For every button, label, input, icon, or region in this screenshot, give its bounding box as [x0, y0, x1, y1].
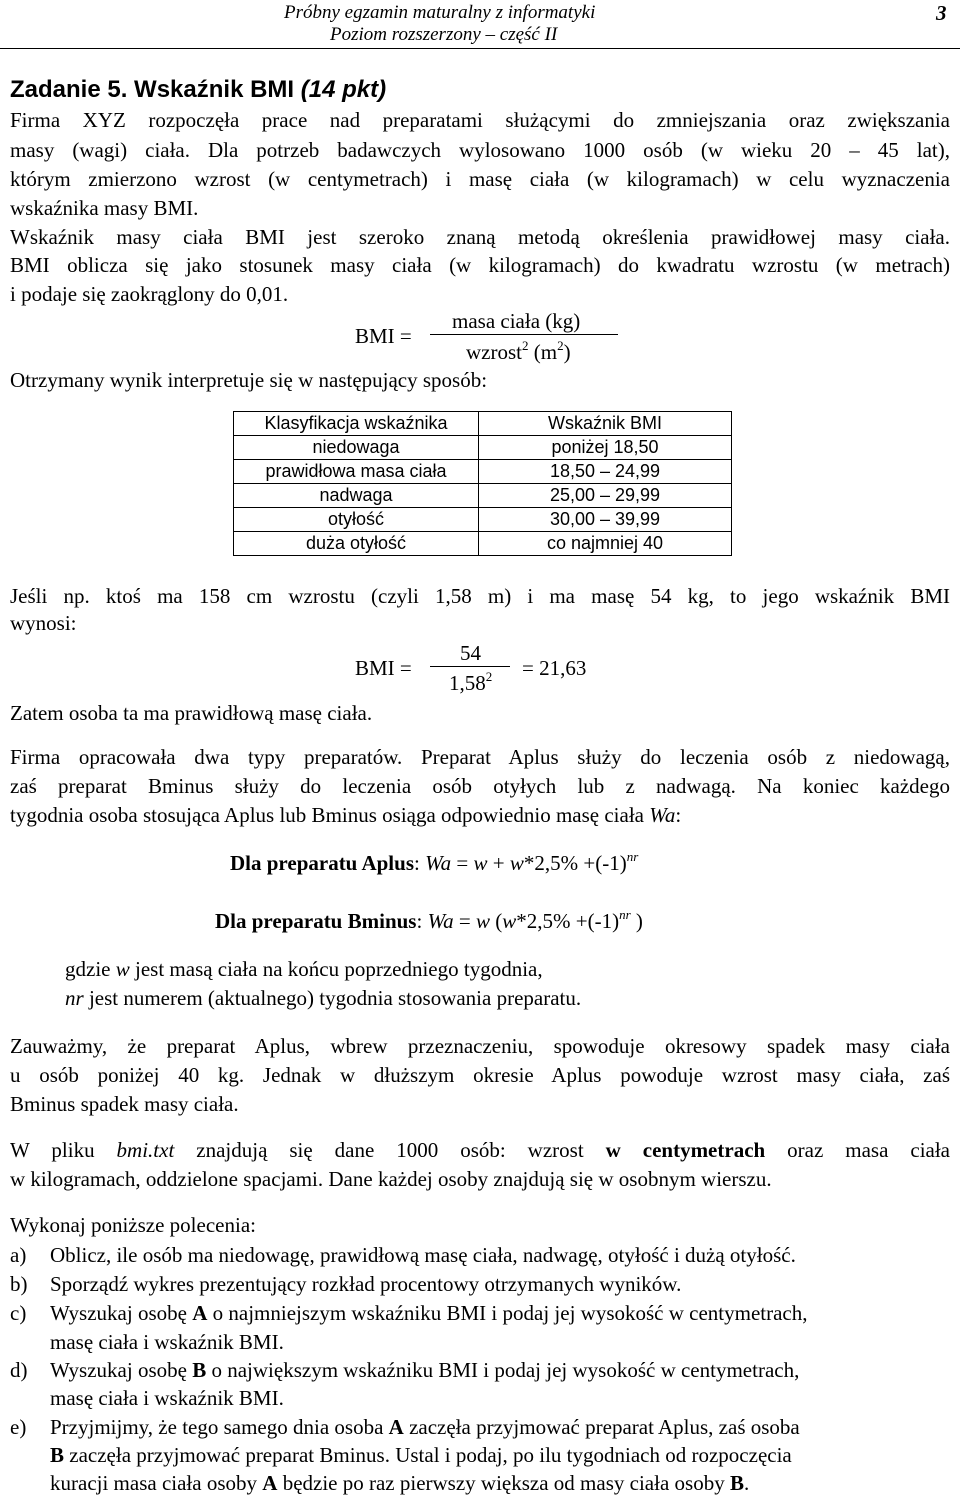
intro-line-1: Firma XYZ rozpoczęła prace nad preparatami służącymi do zmniejszania oraz zwiększania [10, 108, 950, 132]
preparations-line-1: Firma opracowała dwa typy preparatów. Preparat Aplus służy do leczenia osób z niedowagą, [10, 745, 950, 769]
task-points: (14 pkt) [300, 76, 387, 103]
example-fraction-bar [430, 666, 510, 667]
bmi-desc-line-1: Wskaźnik masy ciała BMI jest szeroko znaną metodą określenia prawidłowej masy ciała. [10, 225, 950, 249]
formula-bmi-denominator: wzrost$^2$ $(m^2)$ [466, 338, 571, 364]
example-line-2: wynosi: [10, 611, 77, 635]
preparations-line-2: zaś preparat Bminus służy do leczenia osób otyłych lub z nadwagą. Na koniec każdego [10, 774, 950, 798]
table-header-cell: Wskaźnik BMI [479, 412, 732, 436]
instructions-intro: Wykonaj poniższe polecenia: [10, 1213, 256, 1237]
task-title-text: Zadanie 5. Wskaźnik BMI [10, 76, 301, 103]
interpretation-intro: Otrzymany wynik interpretuje się w następujący sposób: [10, 368, 488, 392]
example-formula-denominator: 1,58$^2$ [449, 669, 493, 695]
bmi-desc-line-3: i podaje się zaokrąglony do 0,01. [10, 282, 289, 306]
table-cell: 30,00 – 39,99 [479, 508, 732, 532]
task-c-text-1: Wyszukaj osobę A o najmniejszym wskaźniku BMI i podaj jej wysokość w centymetrach, [50, 1301, 808, 1325]
bmi-classification-table [233, 411, 732, 556]
note-line-2: u osób poniżej 40 kg. Jednak w dłuższym okresie Aplus powoduje wzrost masy ciała, zaś [10, 1063, 950, 1087]
table-cell: 18,50 – 24,99 [479, 460, 732, 484]
header-exam-title: Próbny egzamin maturalny z informatyki [284, 2, 596, 23]
table-cell: niedowaga [234, 436, 479, 460]
table-cell: prawidłowa masa ciała [234, 460, 479, 484]
file-line-2: w kilogramach, oddzielone spacjami. Dane każdej osoby znajdują się w osobnym wierszu. [10, 1167, 772, 1191]
table-row [234, 460, 732, 484]
intro-line-3: którym zmierzono wzrost (w centymetrach) i masę ciała (w kilogramach) w celu wyznaczenia [10, 167, 950, 191]
task-e-text-3: kuracji masa ciała osoby A będzie po raz pierwszy większa od masy ciała osoby B. [50, 1471, 750, 1495]
task-c-label: c) [10, 1301, 27, 1325]
formula-bminus: Dla preparatu Bminus: Wa = w ($w*2,5\% +(-1)^{nr}$ ) [215, 907, 643, 933]
preparations-line-3: tygodnia osoba stosująca Aplus lub Bminus osiąga odpowiednio masę ciała Wa: [10, 803, 682, 827]
task-e-text-2: B zaczęła przyjmować preparat Bminus. Ustal i podaj, po ilu tygodniach od rozpoczęcia [50, 1443, 792, 1467]
table-cell: nadwaga [234, 484, 479, 508]
formula-bmi-fraction-bar [430, 334, 618, 335]
note-line-3: Bminus spadek masy ciała. [10, 1092, 239, 1116]
table-row [234, 508, 732, 532]
example-formula-numerator: 54 [460, 641, 481, 665]
intro-line-4: wskaźnika masy BMI. [10, 196, 199, 220]
task-e-label: e) [10, 1415, 27, 1439]
task-d-text-1: Wyszukaj osobę B o największym wskaźniku BMI i podaj jej wysokość w centymetrach, [50, 1358, 800, 1382]
table-cell: co najmniej 40 [479, 532, 732, 556]
table-row [234, 484, 732, 508]
formula-aplus: Dla preparatu Aplus: $Wa = w + w*2,5\% +(-1)^{nr}$ [230, 849, 639, 875]
table-cell: 25,00 – 29,99 [479, 484, 732, 508]
header-divider [0, 48, 960, 49]
task-b-text: Sporządź wykres prezentujący rozkład procentowy otrzymanych wyników. [50, 1272, 682, 1296]
note-line-1: Zauważmy, że preparat Aplus, wbrew przeznaczeniu, spowoduje okresowy spadek masy ciała [10, 1034, 950, 1058]
table-cell: poniżej 18,50 [479, 436, 732, 460]
where-line-1: gdzie w jest masą ciała na końcu poprzedniego tygodnia, [65, 957, 543, 981]
page-number: 3 [936, 1, 947, 25]
formula-bmi-lhs: BMI = [355, 324, 412, 348]
file-line-1: W pliku bmi.txt znajdują się dane 1000 osób: wzrost w centymetrach oraz masa ciała [10, 1138, 950, 1162]
table-header-cell: Klasyfikacja wskaźnika [234, 412, 479, 436]
table-row [234, 436, 732, 460]
example-formula-result: = 21,63 [522, 656, 587, 680]
intro-line-2: masy (wagi) ciała. Dla potrzeb badawczych wylosowano 1000 osób (w wieku 20 – 45 lat), [10, 138, 950, 162]
example-formula-lhs: BMI = [355, 656, 412, 680]
task-b-label: b) [10, 1272, 28, 1296]
example-conclusion: Zatem osoba ta ma prawidłową masę ciała. [10, 701, 373, 725]
table-header-row [234, 412, 732, 436]
task-title [10, 76, 386, 104]
bmi-desc-line-2: BMI oblicza się jako stosunek masy ciała (w kilogramach) do kwadratu wzrostu (w metrach) [10, 253, 950, 277]
task-e-text-1: Przyjmijmy, że tego samego dnia osoba A zaczęła przyjmować preparat Aplus, zaś osoba [50, 1415, 800, 1439]
example-line-1: Jeśli np. ktoś ma 158 cm wzrostu (czyli 1,58 m) i ma masę 54 kg, to jego wskaźnik BMI [10, 584, 950, 608]
table-row [234, 532, 732, 556]
header-exam-level: Poziom rozszerzony – część II [330, 24, 558, 45]
task-a-text: Oblicz, ile osób ma niedowagę, prawidłową masę ciała, nadwagę, otyłość i dużą otyłość. [50, 1243, 796, 1267]
task-c-text-2: masę ciała i wskaźnik BMI. [50, 1330, 284, 1354]
table-cell: otyłość [234, 508, 479, 532]
task-a-label: a) [10, 1243, 27, 1267]
task-d-label: d) [10, 1358, 28, 1382]
task-d-text-2: masę ciała i wskaźnik BMI. [50, 1386, 284, 1410]
formula-bmi-numerator: masa ciała (kg) [452, 309, 581, 333]
where-line-2: nr jest numerem (aktualnego) tygodnia stosowania preparatu. [65, 986, 582, 1010]
table-cell: duża otyłość [234, 532, 479, 556]
